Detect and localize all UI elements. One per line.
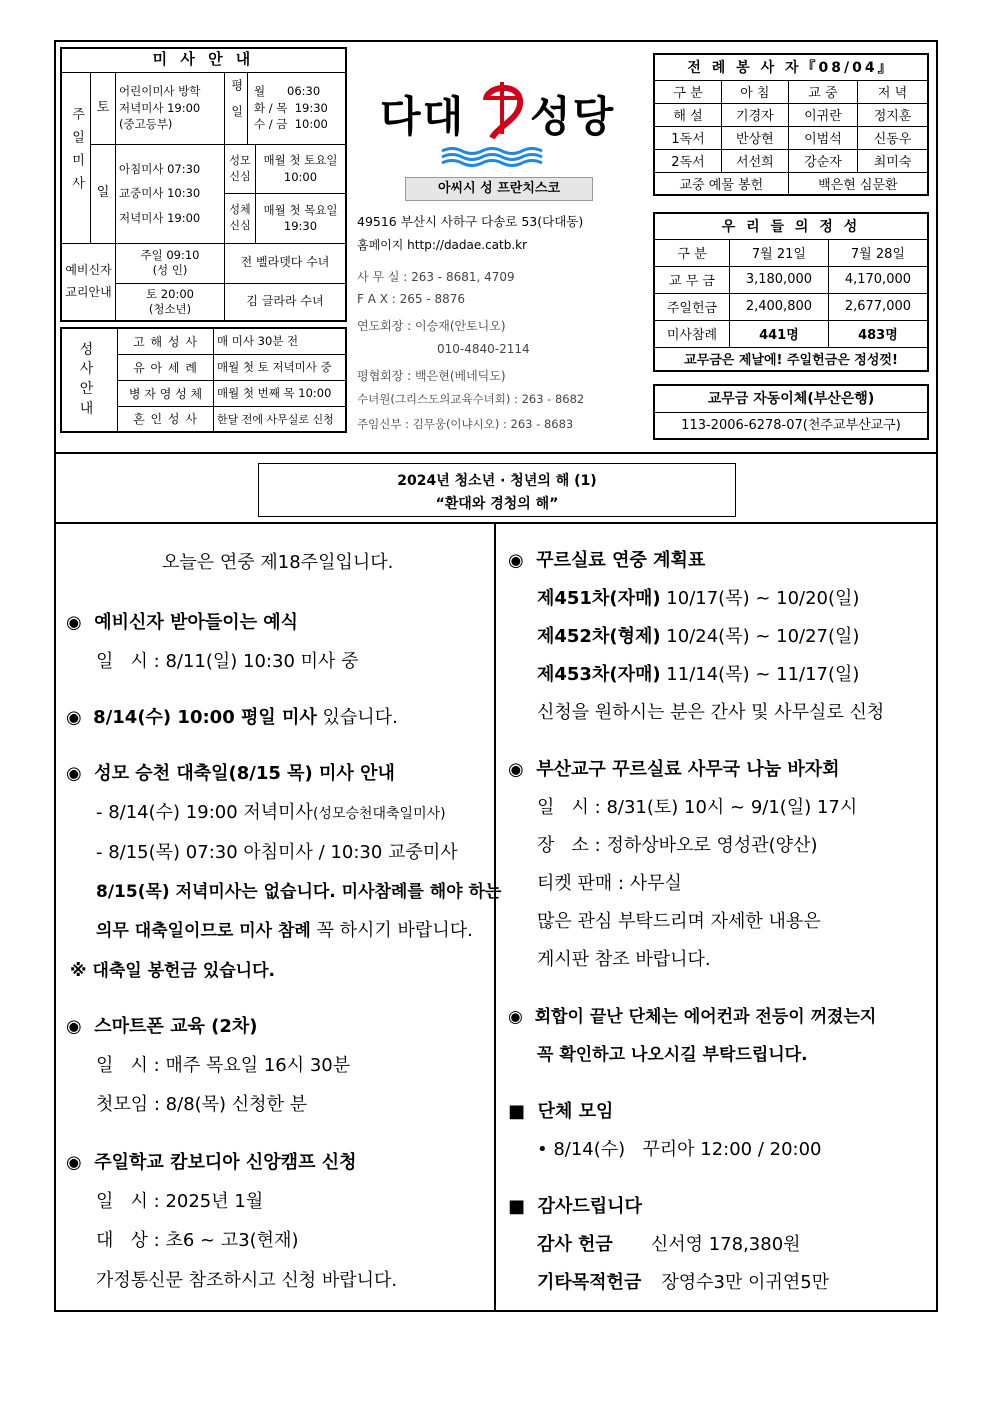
section-heading: ◉ 회합이 끝난 단체는 에어컨과 전등이 꺼졌는지	[508, 1007, 877, 1027]
catechumen-teacher-1: 전 벨라뎃다 수녀	[225, 243, 347, 283]
section-line: 많은 관심 부탁드리며 자세한 내용은	[537, 911, 821, 932]
heart-devotion-value: 매월 첫 목요일 19:30	[263, 202, 338, 234]
parish-address: 49516 부산시 사하구 다송로 53(다대동)	[357, 214, 584, 229]
section-line: 일 시 : 2025년 1월	[96, 1191, 264, 1212]
table-cell: 2,400,800	[730, 293, 829, 320]
bullet-icon: ◉	[508, 1007, 523, 1027]
table-header: 아 침	[722, 80, 789, 103]
section-heading: ◉ 예비신자 받아들이는 예식	[66, 612, 299, 633]
liturgy-servers-table	[653, 53, 929, 196]
parish-logo-icon	[478, 78, 530, 142]
heart-devotion-label: 성체신심	[225, 194, 256, 243]
section-line: 게시판 참조 바랍니다.	[537, 949, 711, 970]
cursillo-row: 제451차(자매) 10/17(목) ~ 10/20(일)	[537, 588, 860, 609]
table-cell: 2,677,000	[828, 293, 928, 320]
section-heading: ■ 단체 모임	[508, 1101, 614, 1122]
section-heading: ◉ 스마트폰 교육 (2차)	[66, 1016, 258, 1037]
section-heading: ■ 감사드립니다	[508, 1196, 642, 1217]
bullet-icon: ◉	[66, 707, 82, 728]
table-cell: 기경자	[722, 103, 789, 126]
table-cell: 정지훈	[858, 103, 928, 126]
sacrament-label: 성사안내	[61, 328, 118, 432]
section-heading: ◉ 8/14(수) 10:00 평일 미사 있습니다.	[66, 707, 398, 728]
table-header: 교 중	[788, 80, 857, 103]
catechumen-time-2: 토 20:00 (청소년)	[116, 283, 225, 321]
table-cell: 2독서	[654, 149, 722, 172]
catechumen-label: 예비신자 교리안내	[61, 243, 116, 321]
table-header: 7월 28일	[828, 239, 928, 266]
table-cell: 교 무 금	[654, 266, 730, 293]
sunday-label: 일	[91, 144, 116, 243]
cursillo-row: 제452차(형제) 10/24(목) ~ 10/27(일)	[537, 626, 860, 647]
square-icon: ■	[508, 1196, 526, 1217]
weekday-label: 평일	[225, 72, 248, 144]
table-cell: 이범석	[788, 126, 857, 149]
catechumen-time-1: 주일 09:10 (성 인)	[116, 243, 225, 283]
section-heading: ◉ 주일학교 캄보디아 신앙캠프 신청	[66, 1152, 357, 1173]
parish-name-right: 성당	[530, 92, 616, 141]
sacrament-name: 혼 인 성 사	[118, 406, 214, 432]
section-line: 가정통신문 참조하시고 신청 바랍니다.	[96, 1270, 398, 1291]
table-header: 구 분	[654, 239, 730, 266]
parish-council: 평협회장 : 백은현(베네딕도)	[357, 369, 506, 383]
table-cell: 1독서	[654, 126, 722, 149]
table-cell: 4,170,000	[828, 266, 928, 293]
sacrament-name: 유 아 세 례	[118, 354, 214, 380]
table-cell: 미사참례	[654, 320, 730, 347]
parish-homepage: 홈페이지 http://dadae.catb.kr	[357, 238, 528, 252]
section-heading: ◉ 꾸르실료 연중 계획표	[508, 550, 706, 571]
table-cell: 반상현	[722, 126, 789, 149]
section-line: 장 소 : 정하상바오로 영성관(양산)	[537, 835, 818, 856]
table-cell: 441명	[730, 320, 829, 347]
table-cell: 주일헌금	[654, 293, 730, 320]
intro-text: 오늘은 연중 제18주일입니다.	[162, 552, 394, 573]
mass-guide-table	[60, 47, 347, 322]
autopay-box	[653, 384, 929, 440]
theme-line-1: 2024년 청소년 · 청년의 해 (1)	[397, 473, 597, 489]
table-cell: 3,180,000	[730, 266, 829, 293]
table-header: 7월 21일	[730, 239, 829, 266]
thanks-row: 감사 헌금 신서영 178,380원	[537, 1234, 801, 1255]
bullet-icon: ◉	[508, 550, 524, 571]
catechumen-teacher-2: 김 글라라 수녀	[225, 283, 347, 321]
mary-devotion-value: 매월 첫 토요일 10:00	[256, 145, 346, 194]
theme-line-2: “환대와 경청의 해”	[435, 496, 559, 512]
saturday-masses: 어린이미사 방학 저녁미사 19:00 (중고등부)	[116, 72, 225, 144]
section-line: - 8/14(수) 19:00 저녁미사(성모승천대축일미사)	[96, 802, 446, 823]
sacrament-name: 고 해 성 사	[118, 328, 214, 354]
square-icon: ■	[508, 1101, 526, 1122]
parish-subtitle: 아씨시 성 프란치스코	[405, 177, 593, 201]
sacrament-desc: 매 미사 30분 전	[214, 328, 347, 354]
parish-chair: 연도회장 : 이승재(안토니오)	[357, 319, 506, 333]
cursillo-row: 제453차(자매) 11/14(목) ~ 11/17(일)	[537, 664, 860, 685]
saturday-label: 토	[91, 72, 116, 144]
theme-box	[258, 463, 736, 517]
section-line: 일 시 : 매주 목요일 16시 30분	[96, 1055, 351, 1076]
offering-value: 백은현 심문환	[788, 172, 928, 195]
section-line: 대 상 : 초6 ~ 고3(현재)	[96, 1230, 299, 1251]
liturgy-servers-title: 전 례 봉 사 자『08/04』	[654, 54, 928, 80]
sacrament-name: 병 자 영 성 체	[118, 380, 214, 406]
offering-label: 교중 예물 봉헌	[654, 172, 788, 195]
section-line: - 8/15(목) 07:30 아침미사 / 10:30 교중미사	[96, 842, 458, 863]
bullet-icon: ◉	[66, 763, 82, 784]
bullet-icon: ◉	[66, 1152, 82, 1173]
sacrament-desc: 한달 전에 사무실로 신청	[214, 406, 347, 432]
parish-chair-phone: 010-4840-2114	[437, 342, 530, 356]
table-header: 구 분	[654, 80, 722, 103]
section-line: 의무 대축일이므로 미사 참례 꼭 하시기 바랍니다.	[96, 920, 473, 941]
section-line: 티켓 판매 : 사무실	[537, 873, 682, 894]
sunday-mass-label: 주일미사	[61, 72, 91, 243]
table-cell: 이귀란	[788, 103, 857, 126]
section-line: 일 시 : 8/31(토) 10시 ~ 9/1(일) 17시	[537, 797, 858, 818]
mass-guide-title: 미 사 안 내	[61, 48, 346, 72]
parish-priest: 주임신부 : 김무웅(이냐시오) : 263 - 8683	[357, 417, 574, 431]
section-line: 8/15(목) 저녁미사는 없습니다. 미사참례를 해야 하는	[96, 882, 502, 902]
table-cell: 서선희	[722, 149, 789, 172]
table-header: 저 녁	[858, 80, 928, 103]
autopay-account: 113-2006-6278-07(천주교부산교구)	[681, 418, 901, 433]
theme-divider	[54, 522, 938, 524]
section-line: • 8/14(수) 꾸리아 12:00 / 20:00	[537, 1139, 822, 1160]
devotion-masses	[225, 144, 347, 243]
column-divider	[494, 522, 496, 1312]
parish-title	[380, 82, 630, 142]
table-cell: 강순자	[788, 149, 857, 172]
parish-office: 사 무 실 : 263 - 8681, 4709	[357, 270, 515, 284]
parish-fax: F A X : 265 - 8876	[357, 292, 466, 306]
table-cell: 신동우	[858, 126, 928, 149]
waves-icon	[440, 146, 550, 168]
devotion-title: 우 리 들 의 정 성	[654, 213, 928, 239]
table-cell: 483명	[828, 320, 928, 347]
section-heading: ◉ 성모 승천 대축일(8/15 목) 미사 안내	[66, 763, 395, 784]
section-heading: ◉ 부산교구 꾸르실료 사무국 나눔 바자회	[508, 759, 840, 780]
bullet-icon: ◉	[508, 759, 524, 780]
weekday-masses: 월 06:30 화 / 목 19:30 수 / 금 10:00	[248, 72, 347, 144]
section-line: ※ 대축일 봉헌금 있습니다.	[70, 961, 275, 981]
parish-name-left: 다대	[380, 92, 466, 141]
sunday-masses: 아침미사 07:30 교중미사 10:30 저녁미사 19:00	[116, 144, 225, 243]
section-line: 일 시 : 8/11(일) 10:30 미사 중	[96, 651, 359, 672]
section-line: 신청을 원하시는 분은 간사 및 사무실로 신청	[537, 702, 885, 723]
thanks-row: 기타목적헌금 장영수3만 이귀연5만	[537, 1272, 830, 1293]
sacrament-desc: 매월 첫 토 저녁미사 중	[214, 354, 347, 380]
parish-nun: 수녀원(그리스도의교육수녀회) : 263 - 8682	[357, 392, 585, 406]
bullet-icon: ◉	[66, 1016, 82, 1037]
sacrament-desc: 매월 첫 번째 목 10:00	[214, 380, 347, 406]
section-line: 첫모임 : 8/8(목) 신청한 분	[96, 1094, 308, 1115]
mary-devotion-label: 성모신심	[225, 145, 256, 194]
header-divider	[54, 452, 938, 454]
autopay-title: 교무금 자동이체(부산은행)	[655, 386, 927, 413]
table-cell: 최미숙	[858, 149, 928, 172]
devotion-table	[653, 212, 929, 372]
bullet-icon: ◉	[66, 612, 82, 633]
table-cell: 해 설	[654, 103, 722, 126]
section-line: 꼭 확인하고 나오시길 부탁드립니다.	[537, 1045, 808, 1065]
devotion-note: 교무금은 제날에! 주일헌금은 정성껏!	[654, 347, 928, 371]
sacrament-table	[60, 327, 347, 433]
